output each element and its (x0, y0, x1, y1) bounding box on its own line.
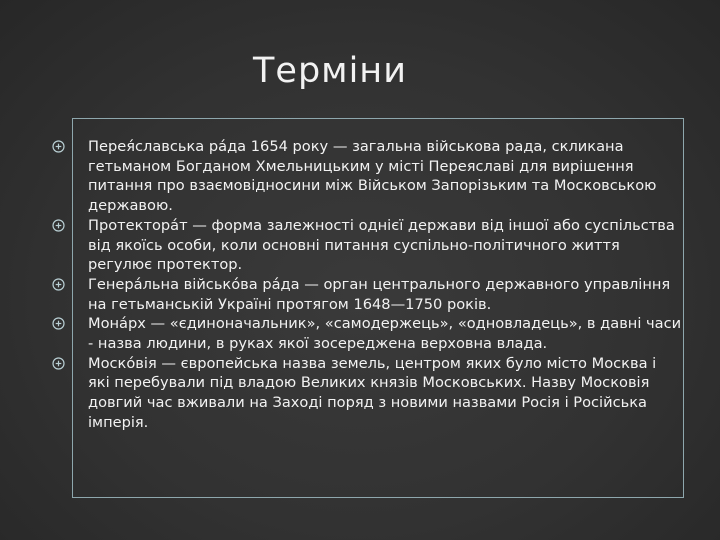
circled-plus-icon (52, 140, 65, 153)
term-definition: Моско́вія — європейська назва земель, центром яких було місто Москва і які перебували під владою Великих князів Московських. Назву Московія довгий час вживали на Заході поряд з новими назвами Росія і Російська імперія. (88, 354, 657, 431)
list-item (52, 354, 682, 433)
term-definition: Перея́славська ра́да 1654 року — загальна військова рада, скликана гетьманом Богданом Хмельницьким у місті Переяславі для вирішення питання про взаємовідносини між Військом Запорізьким та Московською державою. (88, 138, 657, 215)
list-item (52, 216, 682, 275)
slide-title: Терміни (253, 51, 407, 91)
list-item (52, 275, 682, 314)
term-definition: Мона́рх — «єдиноначальник», «самодержець», «одновладець», в давні часи - назва людини, в руках якої зосереджена верховна влада. (88, 315, 682, 353)
bullet-list (52, 137, 682, 433)
circled-plus-icon (52, 278, 65, 291)
list-item (52, 137, 682, 216)
list-item (52, 314, 682, 353)
circled-plus-icon (52, 357, 65, 370)
circled-plus-icon (52, 219, 65, 232)
term-definition: Генера́льна військо́ва ра́да — орган центрального державного управління на гетьманській Україні протягом 1648—1750 років. (88, 275, 671, 313)
term-definition: Протектора́т — форма залежності однієї держави від іншої або суспільства від якоїсь особи, коли основні питання суспільно-політичного життя регулює протектор. (88, 216, 675, 274)
circled-plus-icon (52, 317, 65, 330)
